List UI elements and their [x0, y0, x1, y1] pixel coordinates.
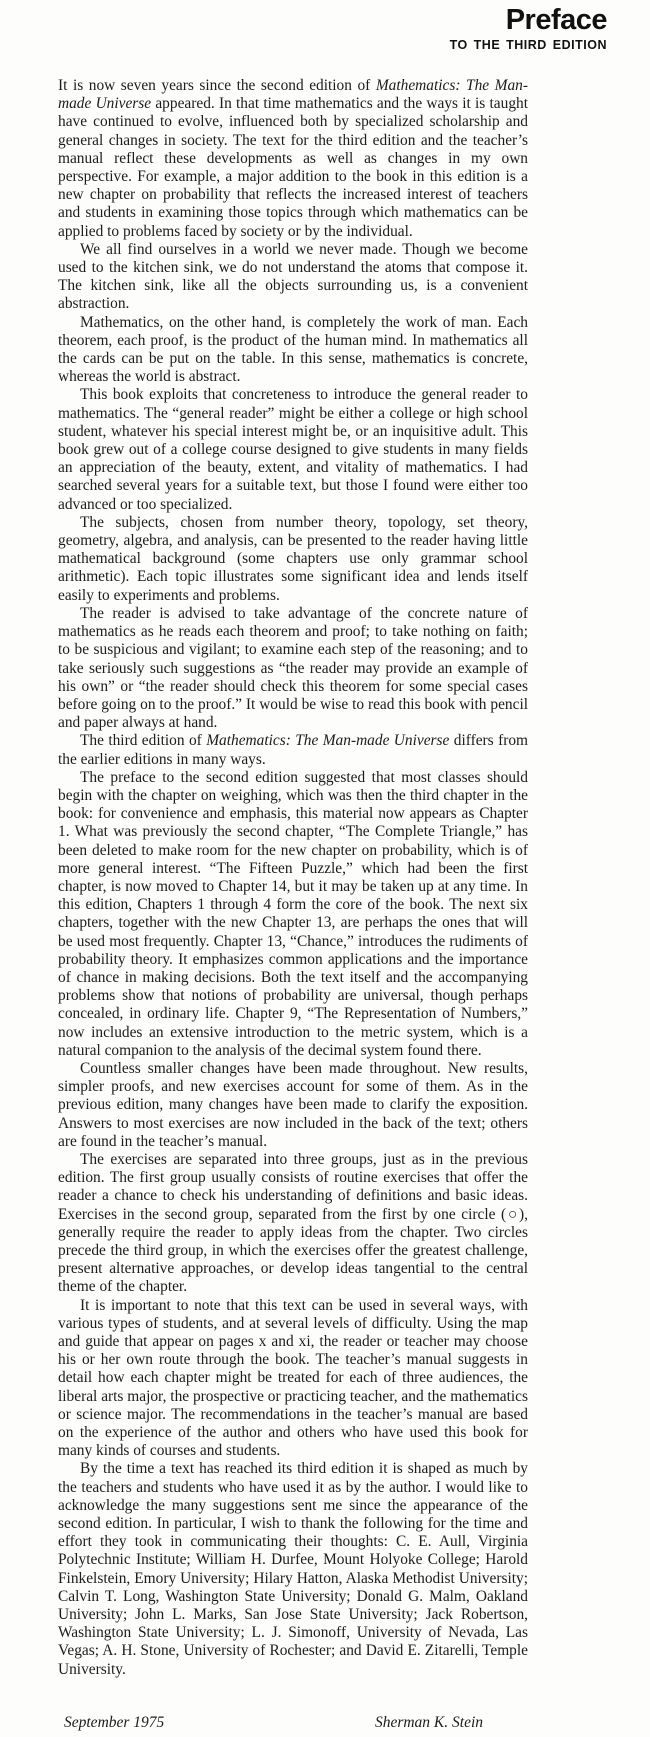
- paragraph: [58, 1460, 528, 1678]
- paragraph-text: The third edition of: [80, 732, 207, 750]
- paragraph-text: appeared. In that time mathematics and the ways it is taught have continued to evolve, influenced both by specialized scholarship and general changes in society. The text for the third edition and the teacher’s manual reflect these developments as well as changes in my own perspective. For example, a major addition to the book in this edition is a new chapter on probability that reflects the increased interest of teachers and students in examining those topics through which mathematics can be applied to problems faced by society or by the individual.: [58, 95, 528, 240]
- paragraph-text: Mathematics, on the other hand, is completely the work of man. Each theorem, each proof, is the product of the human mind. In mathematics all the cards can be put on the table. In this sense, mathematics is concrete, whereas the world is abstract.: [58, 313, 528, 386]
- paragraph-text: Countless smaller changes have been made throughout. New results, simpler proofs, and new exercises account for some of them. As in the previous edition, many changes have been made to clarify the exposition. Answers to most exercises are now included in the back of the text; others are found in the teacher’s manual.: [58, 1059, 528, 1150]
- paragraph: [58, 732, 528, 768]
- paragraph: [58, 1060, 528, 1151]
- page-title: Preface: [505, 4, 607, 36]
- paragraph-text: We all find ourselves in a world we never made. Though we become used to the kitchen sink, we do not understand the atoms that compose it. The kitchen sink, like all the objects surrounding us, is a convenient abstraction.: [58, 240, 528, 313]
- paragraph-text: This book exploits that concreteness to introduce the general reader to mathematics. The “general reader” might be either a college or high school student, whatever his special interest might be, or an inquisitive adult. This book grew out of a college course designed to give students in many fields an appreciation of the beauty, extent, and vitality of mathematics. I had searched several years for a suitable text, but those I found were either too advanced or too specialized.: [58, 386, 528, 513]
- paragraph: [58, 1151, 528, 1297]
- paragraph-text: The preface to the second edition suggested that most classes should begin with the chapter on weighing, which was then the third chapter in the book: for convenience and emphasis, this material now appears as Chapter 1. What was previously the second chapter, “The Complete Triangle,” has been deleted to make room for the new chapter on probability, which is of more general interest. “The Fifteen Puzzle,” which had been the first chapter, is now moved to Chapter 14, but it may be taken up at any time. In this edition, Chapters 1 through 4 form the core of the book. The next six chapters, together with the new Chapter 13, are perhaps the ones that will be used most frequently. Chapter 13, “Chance,” introduces the rudiments of probability theory. It emphasizes common applications and the importance of chance in making decisions. Both the text itself and the accompanying problems show that notions of probability are universal, though perhaps concealed, in ordinary life. Chapter 9, “The Representation of Numbers,” now includes an extensive introduction to the metric system, which is a natural companion to the analysis of the decimal system found there.: [58, 768, 528, 1059]
- paragraph-text: It is now seven years since the second edition of: [58, 77, 376, 94]
- paragraph: [58, 605, 528, 732]
- footer-date: September 1975: [64, 1714, 165, 1731]
- page-footer: [58, 1714, 528, 1732]
- paragraph-text: The subjects, chosen from number theory, topology, set theory, geometry, algebra, and analysis, can be presented to the reader having little mathematical background (some chapters use only grammar school arithmetic). Each topic illustrates some significant idea and lends itself easily to experiments and problems.: [58, 513, 528, 604]
- paragraph: [58, 1297, 528, 1461]
- paragraph-text: differs from the earlier editions in many ways.: [58, 732, 528, 768]
- paragraph: [58, 514, 528, 605]
- page-subtitle: TO THE THIRD EDITION: [449, 38, 607, 53]
- book-title-italic: Mathematics: The Man-made Universe: [58, 77, 528, 113]
- paragraph-text: The reader is advised to take advantage of the concrete nature of mathematics as he reads each theorem and proof; to take nothing on faith; to be suspicious and vigilant; to examine each step of the reasoning; and to take seriously such suggestions as “the reader may provide an example of his own” or “the reader should check this theorem for some special cases before going on to the proof.” It would be wise to read this book with pencil and paper always at hand.: [58, 604, 528, 732]
- footer-author: Sherman K. Stein: [374, 1714, 483, 1731]
- paragraph-text: The exercises are separated into three groups, just as in the previous edition. The first group usually consists of routine exercises that offer the reader a chance to check his understanding of definitions and basic ideas. Exercises in the second group, separated from the first by one circle (○), generally require the reader to apply ideas from the chapter. Two circles precede the third group, in which the exercises offer the greatest challenge, present alternative approaches, or develop ideas tangential to the central theme of the chapter.: [58, 1150, 528, 1296]
- paragraph-text: By the time a text has reached its third edition it is shaped as much by the teachers and students who have used it as by the author. I would like to acknowledge the many suggestions sent me since the appearance of the second edition. In particular, I wish to thank the following for the time and effort they took in communicating their thoughts: C. E. Aull, Virginia Polytechnic Institute; William H. Durfee, Mount Holyoke College; Harold Finkelstein, Emory University; Hilary Hatton, Alaska Methodist University; Calvin T. Long, Washington State University; Donald G. Malm, Oakland University; John L. Marks, San Jose State University; Jack Robertson, Washington State University; L. J. Simonoff, University of Nevada, Las Vegas; A. H. Stone, University of Rochester; and David E. Zitarelli, Temple University.: [58, 1460, 528, 1678]
- paragraph: [58, 769, 528, 1060]
- paragraph: [58, 77, 528, 241]
- paragraph: [58, 241, 528, 314]
- paragraph-text: It is important to note that this text can be used in several ways, with various types of students, and at several levels of difficulty. Using the map and guide that appear on pages x and xi, the reader or teacher may choose his or her own route through the book. The teacher’s manual suggests in detail how each chapter might be treated for each of three audiences, the liberal arts major, the prospective or practicing teacher, and the mathematics or science major. The recommendations in the teacher’s manual are based on the experience of the author and others who have used this book for many kinds of courses and students.: [58, 1296, 528, 1460]
- paragraph: [58, 386, 528, 513]
- paragraph: [58, 314, 528, 387]
- book-title-italic: Mathematics: The Man-made Universe: [206, 732, 450, 750]
- preface-heading: [450, 5, 607, 52]
- preface-body: [58, 77, 528, 1679]
